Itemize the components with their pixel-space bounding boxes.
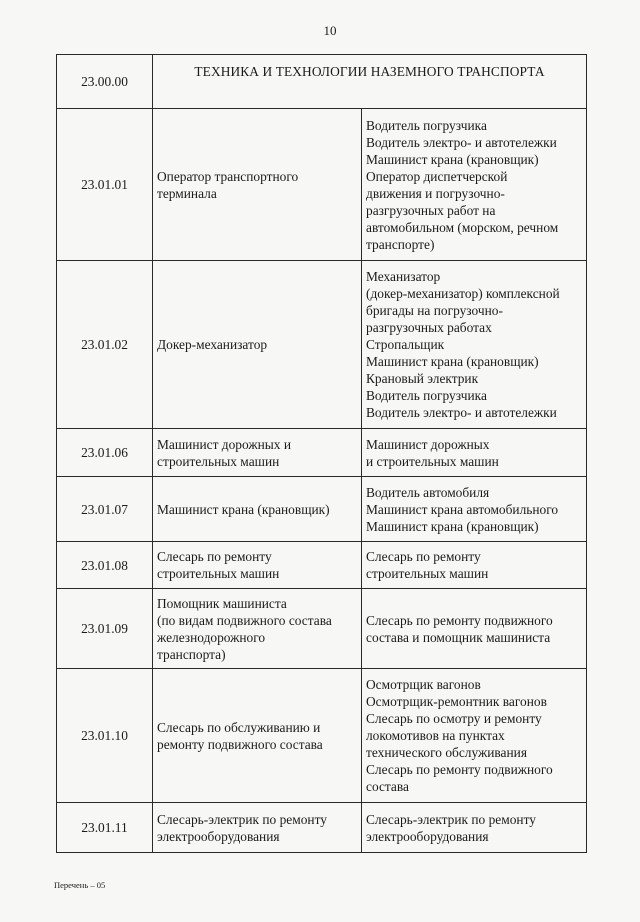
table-row	[57, 542, 587, 589]
specialty-code: 23.01.06	[57, 429, 153, 477]
specialty-code: 23.01.08	[57, 542, 153, 589]
specialty-name: Машинист дорожных и строительных машин	[153, 429, 362, 477]
specialty-name: Слесарь-электрик по ремонту электрооборудования	[153, 803, 362, 853]
specialty-name: Машинист крана (крановщик)	[153, 477, 362, 542]
profession-list: Механизатор (докер-механизатор) комплексной бригады на погрузочно- разгрузочных работах Стропальщик Машинист крана (крановщик) Крановый электрик Водитель погрузчика Водитель электро- и автотележки	[362, 261, 587, 429]
specialty-code: 23.01.10	[57, 669, 153, 803]
table-row	[57, 477, 587, 542]
profession-list: Слесарь по ремонту подвижного состава и помощник машиниста	[362, 589, 587, 669]
page-footer: Перечень – 05	[54, 880, 106, 890]
specialty-name: Докер-механизатор	[153, 261, 362, 429]
table-row	[57, 429, 587, 477]
table-row	[57, 669, 587, 803]
profession-list: Осмотрщик вагонов Осмотрщик-ремонтник вагонов Слесарь по осмотру и ремонту локомотивов на пунктах технического обслуживания Слесарь по ремонту подвижного состава	[362, 669, 587, 803]
specialty-code: 23.01.01	[57, 109, 153, 261]
specialty-name: Помощник машиниста (по видам подвижного состава железнодорожного транспорта)	[153, 589, 362, 669]
specialty-name: Слесарь по ремонту строительных машин	[153, 542, 362, 589]
section-title: ТЕХНИКА И ТЕХНОЛОГИИ НАЗЕМНОГО ТРАНСПОРТА	[153, 55, 587, 109]
table-row	[57, 261, 587, 429]
specialty-name: Слесарь по обслуживанию и ремонту подвижного состава	[153, 669, 362, 803]
section-header-row	[57, 55, 587, 109]
profession-list: Слесарь-электрик по ремонту электрооборудования	[362, 803, 587, 853]
profession-list: Водитель автомобиля Машинист крана автомобильного Машинист крана (крановщик)	[362, 477, 587, 542]
table-row	[57, 589, 587, 669]
profession-list: Машинист дорожных и строительных машин	[362, 429, 587, 477]
profession-list: Водитель погрузчика Водитель электро- и автотележки Машинист крана (крановщик) Оператор диспетчерской движения и погрузочно- разгрузочных работ на автомобильном (морском, речном транспорте)	[362, 109, 587, 261]
specialty-code: 23.01.09	[57, 589, 153, 669]
profession-list: Слесарь по ремонту строительных машин	[362, 542, 587, 589]
table-row	[57, 109, 587, 261]
specialty-code: 23.01.11	[57, 803, 153, 853]
specialty-code: 23.01.02	[57, 261, 153, 429]
specialty-code: 23.01.07	[57, 477, 153, 542]
specialty-name: Оператор транспортного терминала	[153, 109, 362, 261]
page-number: 10	[323, 23, 337, 38]
section-code: 23.00.00	[57, 55, 153, 109]
specialties-table	[56, 54, 587, 853]
table-row	[57, 803, 587, 853]
